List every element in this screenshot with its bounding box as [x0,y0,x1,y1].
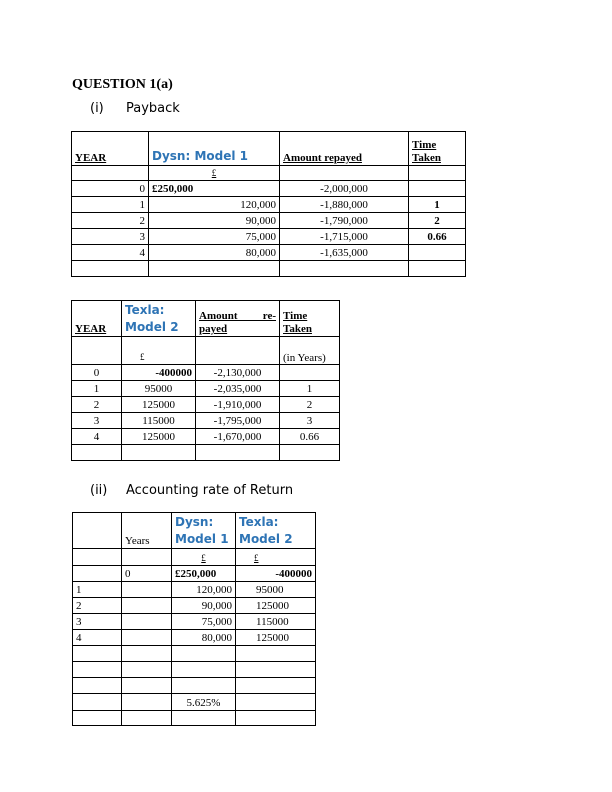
currency-label-model-2: £ [236,549,316,566]
currency-label-model-1: £ [172,549,236,566]
year-header: YEAR [72,301,122,337]
section-i-heading [90,101,180,116]
section-ii-label: Accounting rate of Return [126,483,294,498]
table-row: 3 115000 -1,795,000 3 [72,413,340,429]
section-i-label: Payback [126,101,180,116]
table-row: 4 80,000 125000 [73,630,316,646]
payback-table-model-1 [71,131,466,277]
table-row: 1 120,000 95000 [73,582,316,598]
amount-repayed-header: Amount re-payed [196,301,280,337]
payback-table-model-2 [71,300,340,461]
section-ii-number: (ii) [90,483,108,498]
table-row: 0 -400000 -2,130,000 [72,365,340,381]
table-row: 0 £250,000 -400000 [73,566,316,582]
table-row: 2 90,000 -1,790,000 2 [72,213,466,229]
table-row: 4 80,000 -1,635,000 [72,245,466,261]
table-row: 1 95000 -2,035,000 1 [72,381,340,397]
table-row: 4 125000 -1,670,000 0.66 [72,429,340,445]
table-row: 0 £250,000 -2,000,000 [72,181,466,197]
time-taken-header: Time Taken [409,132,466,166]
model-1-header: Dysn: Model 1 [172,513,236,549]
model-1-header: Dysn: Model 1 [149,132,280,166]
time-taken-header: Time Taken [280,301,340,337]
table-row: 3 75,000 115000 [73,614,316,630]
amount-repayed-header: Amount repayed [280,132,409,166]
table-row: 2 90,000 125000 [73,598,316,614]
year-header: YEAR [72,132,149,166]
currency-label: £ [149,166,280,181]
section-i-number: (i) [90,101,104,116]
question-title: QUESTION 1(a) [72,77,173,92]
table-row: 1 120,000 -1,880,000 1 [72,197,466,213]
model-2-header: Texla: Model 2 [236,513,316,549]
table-row: 3 75,000 -1,715,000 0.66 [72,229,466,245]
table-row: 2 125000 -1,910,000 2 [72,397,340,413]
time-unit-note: (in Years) [280,337,340,365]
model-2-header: Texla: Model 2 [122,301,196,337]
accounting-rate-of-return-table [72,512,316,726]
currency-label: £ [122,337,196,365]
section-ii-heading [90,483,293,498]
years-header: Years [122,513,172,549]
arr-result: 5.625% [172,694,236,711]
